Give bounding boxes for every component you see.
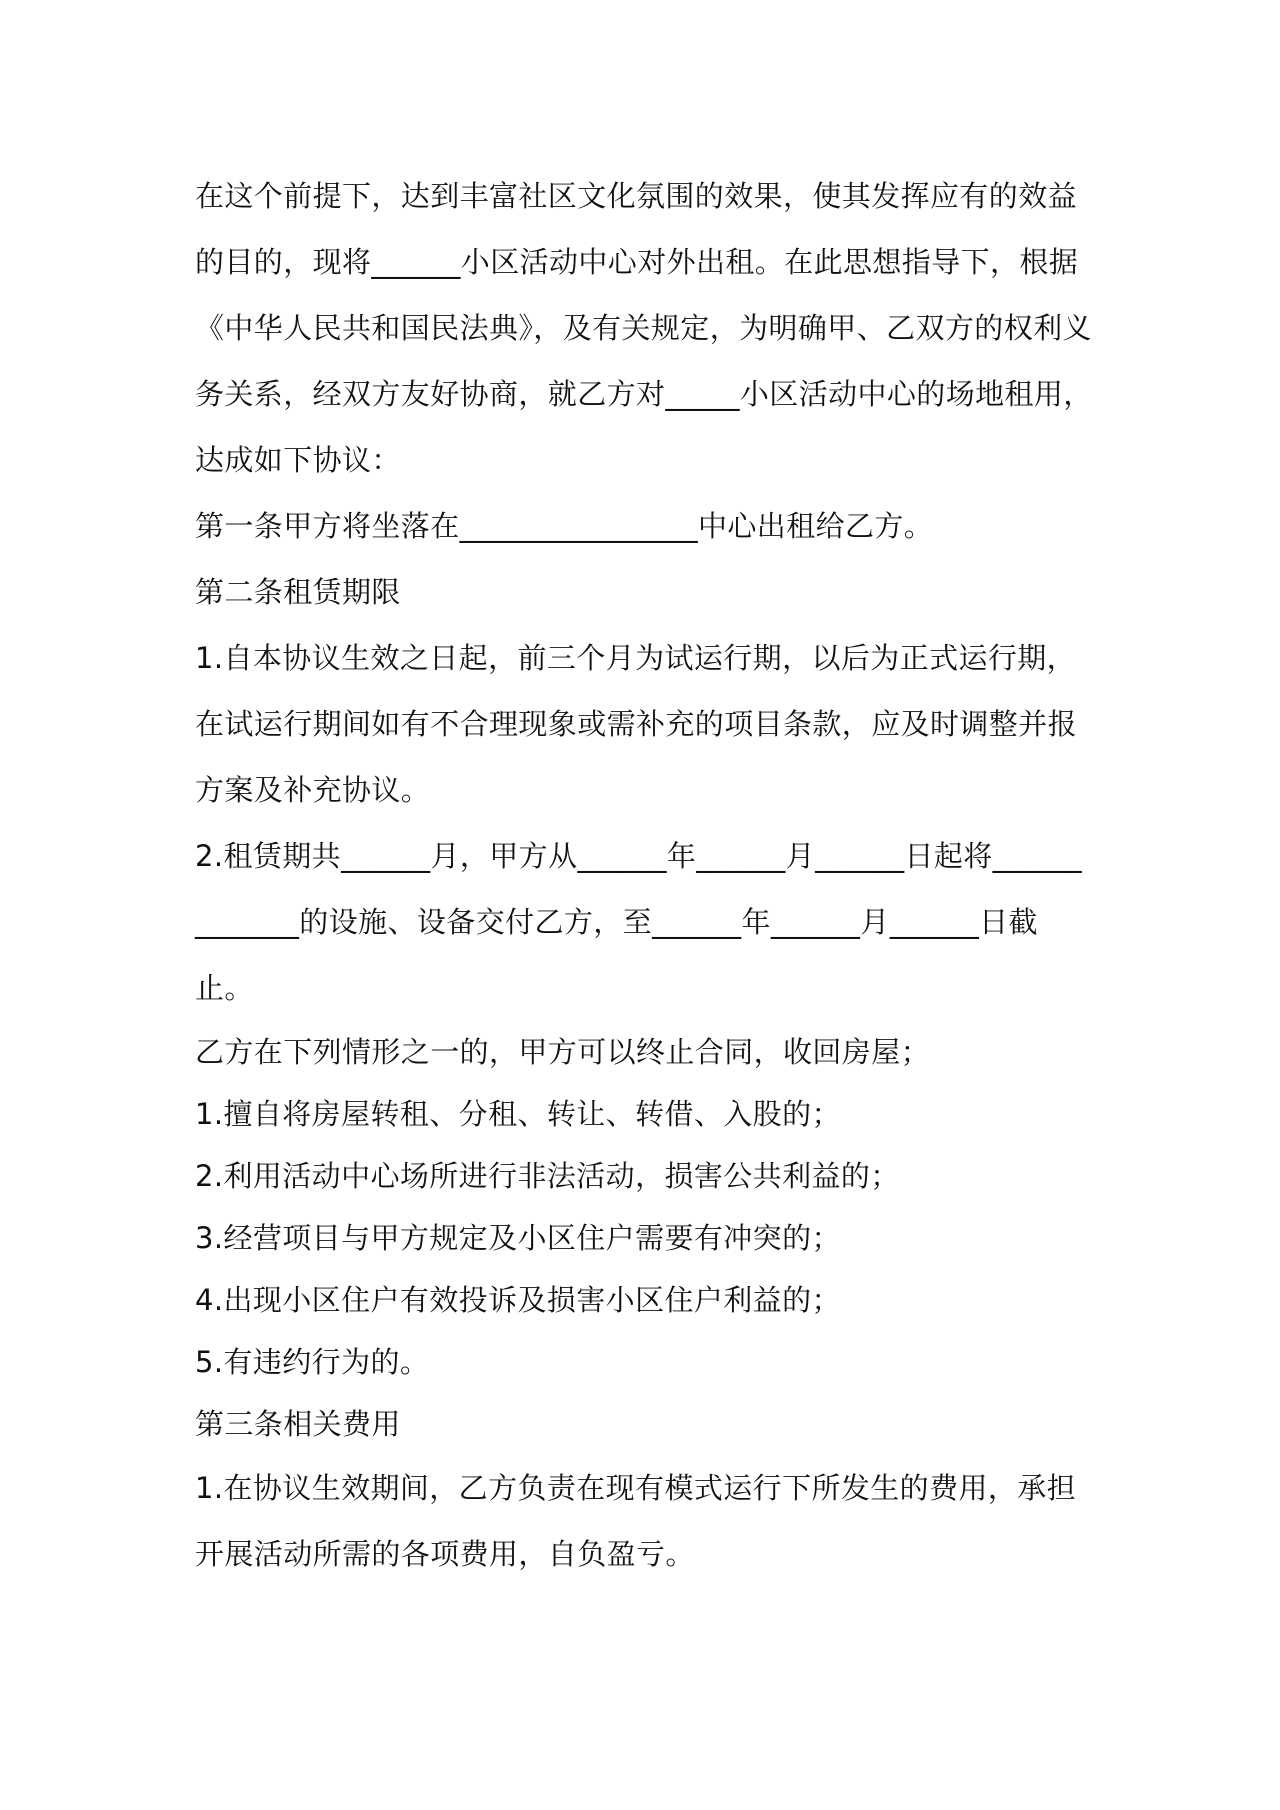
article-3-item-1: 1.在协议生效期间，乙方负责在现有模式运行下所发生的费用，承担开展活动所需的各项费用，自负盈亏。: [195, 1471, 1077, 1571]
article-1-text: 第一条甲方将坐落在________________中心出租给乙方。: [195, 509, 934, 543]
intro-paragraph: 在这个前提下，达到丰富社区文化氛围的效果，使其发挥应有的效益的目的，现将______小区活动中心对外出租。在此思想指导下，根据《中华人民共和国民法典》，及有关规定，为明确甲、乙双方的权利义务关系，经双方友好协商，就乙方对_____小区活动中心的场地租用，达成如下协议：: [195, 179, 1093, 477]
termination-item-3: 3.经营项目与甲方规定及小区住户需要有冲突的；: [195, 1221, 841, 1255]
termination-item-4: 4.出现小区住户有效投诉及损害小区住户利益的；: [195, 1283, 841, 1317]
article-3-heading: 第三条相关费用: [195, 1407, 401, 1441]
article-2-heading: 第二条租赁期限: [195, 575, 401, 609]
termination-item-5: 5.有违约行为的。: [195, 1345, 430, 1379]
article-2-item-1: 1.自本协议生效之日起，前三个月为试运行期，以后为正式运行期，在试运行期间如有不合理现象或需补充的项目条款，应及时调整并报方案及补充协议。: [195, 641, 1078, 807]
document-body: [195, 163, 1095, 1587]
article-2-item-2: 2.租赁期共______月，甲方从______年______月______日起将_____________的设施、设备交付乙方，至______年______月______日截止。: [195, 839, 1083, 1005]
termination-item-1: 1.擅自将房屋转租、分租、转让、转借、入股的；: [195, 1097, 841, 1131]
termination-item-2: 2.利用活动中心场所进行非法活动，损害公共利益的；: [195, 1159, 900, 1193]
termination-intro: 乙方在下列情形之一的，甲方可以终止合同，收回房屋；: [195, 1035, 931, 1069]
